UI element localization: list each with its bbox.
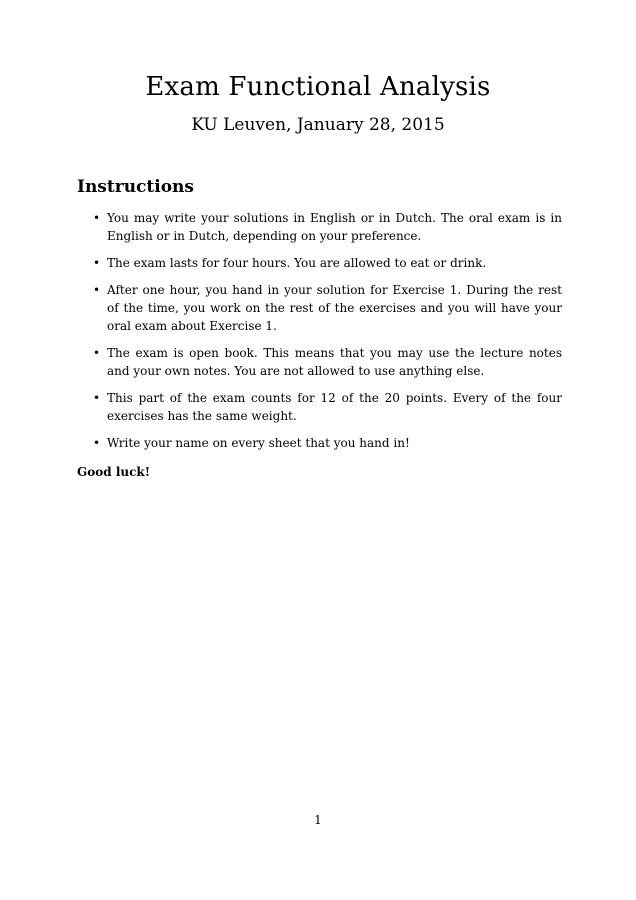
- instruction-text: The exam lasts for four hours. You are allowed to eat or drink.: [107, 256, 487, 270]
- instruction-item: [90, 281, 562, 335]
- bullet-icon: •: [93, 283, 101, 297]
- instruction-item: [90, 209, 562, 245]
- instruction-item: [90, 254, 562, 272]
- bullet-icon: •: [93, 391, 101, 405]
- instruction-item: [90, 434, 562, 452]
- bullet-icon: •: [93, 256, 101, 270]
- document-subtitle: KU Leuven, January 28, 2015: [191, 115, 445, 135]
- instructions-list: [90, 209, 562, 461]
- bullet-icon: •: [93, 436, 101, 450]
- closing-text: Good luck!: [77, 465, 150, 479]
- instruction-text: This part of the exam counts for 12 of the 20 points. Every of the four exercises has the same weight.: [107, 391, 562, 423]
- instruction-item: [90, 389, 562, 425]
- section-heading-instructions: Instructions: [77, 177, 194, 197]
- instruction-text: Write your name on every sheet that you hand in!: [107, 436, 410, 450]
- instruction-text: After one hour, you hand in your solution for Exercise 1. During the rest of the time, you work on the rest of the exercises and you will have your oral exam about Exercise 1.: [107, 283, 562, 333]
- document-title: Exam Functional Analysis: [145, 72, 491, 102]
- instruction-text: You may write your solutions in English or in Dutch. The oral exam is in English or in Dutch, depending on your preference.: [107, 211, 562, 243]
- instruction-item: [90, 344, 562, 380]
- bullet-icon: •: [93, 346, 101, 360]
- page-number: 1: [314, 813, 322, 827]
- instruction-text: The exam is open book. This means that you may use the lecture notes and your own notes. You are not allowed to use anything else.: [107, 346, 562, 378]
- bullet-icon: •: [93, 211, 101, 225]
